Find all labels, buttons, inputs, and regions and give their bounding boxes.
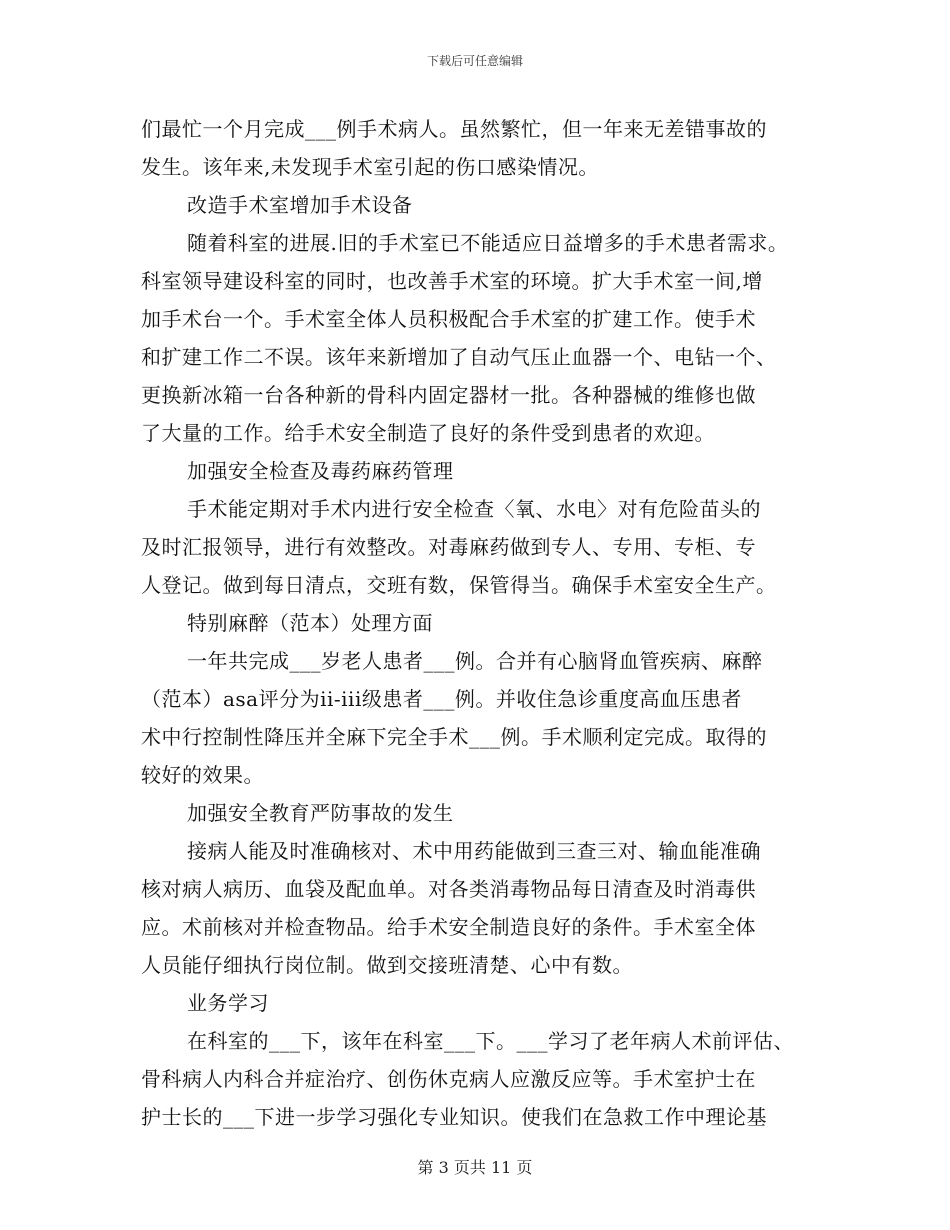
text-line: 人员能仔细执行岗位制。做到交接班清楚、心中有数。 <box>141 953 633 977</box>
text-line: 接病人能及时准确核对、术中用药能做到三查三对、输血能准确 <box>187 839 761 863</box>
text-line: 特别麻醉（范本）处理方面 <box>187 611 433 635</box>
text-line: 业务学习 <box>187 991 269 1015</box>
document-body <box>141 110 821 1136</box>
text-line: 术中行控制性降压并全麻下完全手术___例。手术顺利定完成。取得的 <box>141 725 767 749</box>
text-line: 在科室的___下，该年在科室___下。___学习了老年病人术前评估、 <box>187 1029 794 1053</box>
page-footer: 第 3 页共 11 页 <box>417 1158 533 1177</box>
text-line: 骨科病人内科合并症治疗、创伤休克病人应激反应等。手术室护士在 <box>141 1067 756 1091</box>
text-line: 发生。该年来,未发现手术室引起的伤口感染情况。 <box>141 155 599 179</box>
text-line: 随着科室的进展.旧的手术室已不能适应日益增多的手术患者需求。 <box>187 231 789 255</box>
text-line: 改造手术室增加手术设备 <box>187 193 413 217</box>
page-header: 下载后可任意编辑 <box>426 54 523 68</box>
text-line: 加强安全教育严防事故的发生 <box>187 801 454 825</box>
text-line: 们最忙一个月完成___例手术病人。虽然繁忙，但一年来无差错事故的 <box>141 117 767 141</box>
text-line: 加手术台一个。手术室全体人员积极配合手术室的扩建工作。使手术 <box>141 307 756 331</box>
text-line: 科室领导建设科室的同时，也改善手术室的环境。扩大手术室一间,增 <box>141 269 763 293</box>
text-line: 人登记。做到每日清点，交班有数，保管得当。确保手术室安全生产。 <box>141 573 777 597</box>
text-line: 一年共完成___岁老人患者___例。合并有心脑肾血管疾病、麻醉 <box>187 649 763 673</box>
text-line: 及时汇报领导，进行有效整改。对毒麻药做到专人、专用、专柜、专 <box>141 535 756 559</box>
text-line: 手术能定期对手术内进行安全检查〈氧、水电〉对有危险苗头的 <box>187 497 761 521</box>
text-line: （范本）asa评分为ii-iii级患者___例。并收住急诊重度高血压患者 <box>141 687 742 711</box>
text-line: 较好的效果。 <box>141 763 264 787</box>
text-line: 更换新冰箱一台各种新的骨科内固定器材一批。各种器械的维修也做 <box>141 383 756 407</box>
text-line: 了大量的工作。给手术安全制造了良好的条件受到患者的欢迎。 <box>141 421 715 445</box>
text-line: 加强安全检查及毒药麻药管理 <box>187 459 454 483</box>
text-line: 护士长的___下进一步学习强化专业知识。使我们在急救工作中理论基 <box>141 1105 767 1129</box>
text-line: 核对病人病历、血袋及配血单。对各类消毒物品每日清查及时消毒供 <box>141 877 756 901</box>
text-line: 和扩建工作二不误。该年来新增加了自动气压止血器一个、电钻一个、 <box>141 345 777 369</box>
text-line: 应。术前核对并检查物品。给手术安全制造良好的条件。手术室全体 <box>141 915 756 939</box>
